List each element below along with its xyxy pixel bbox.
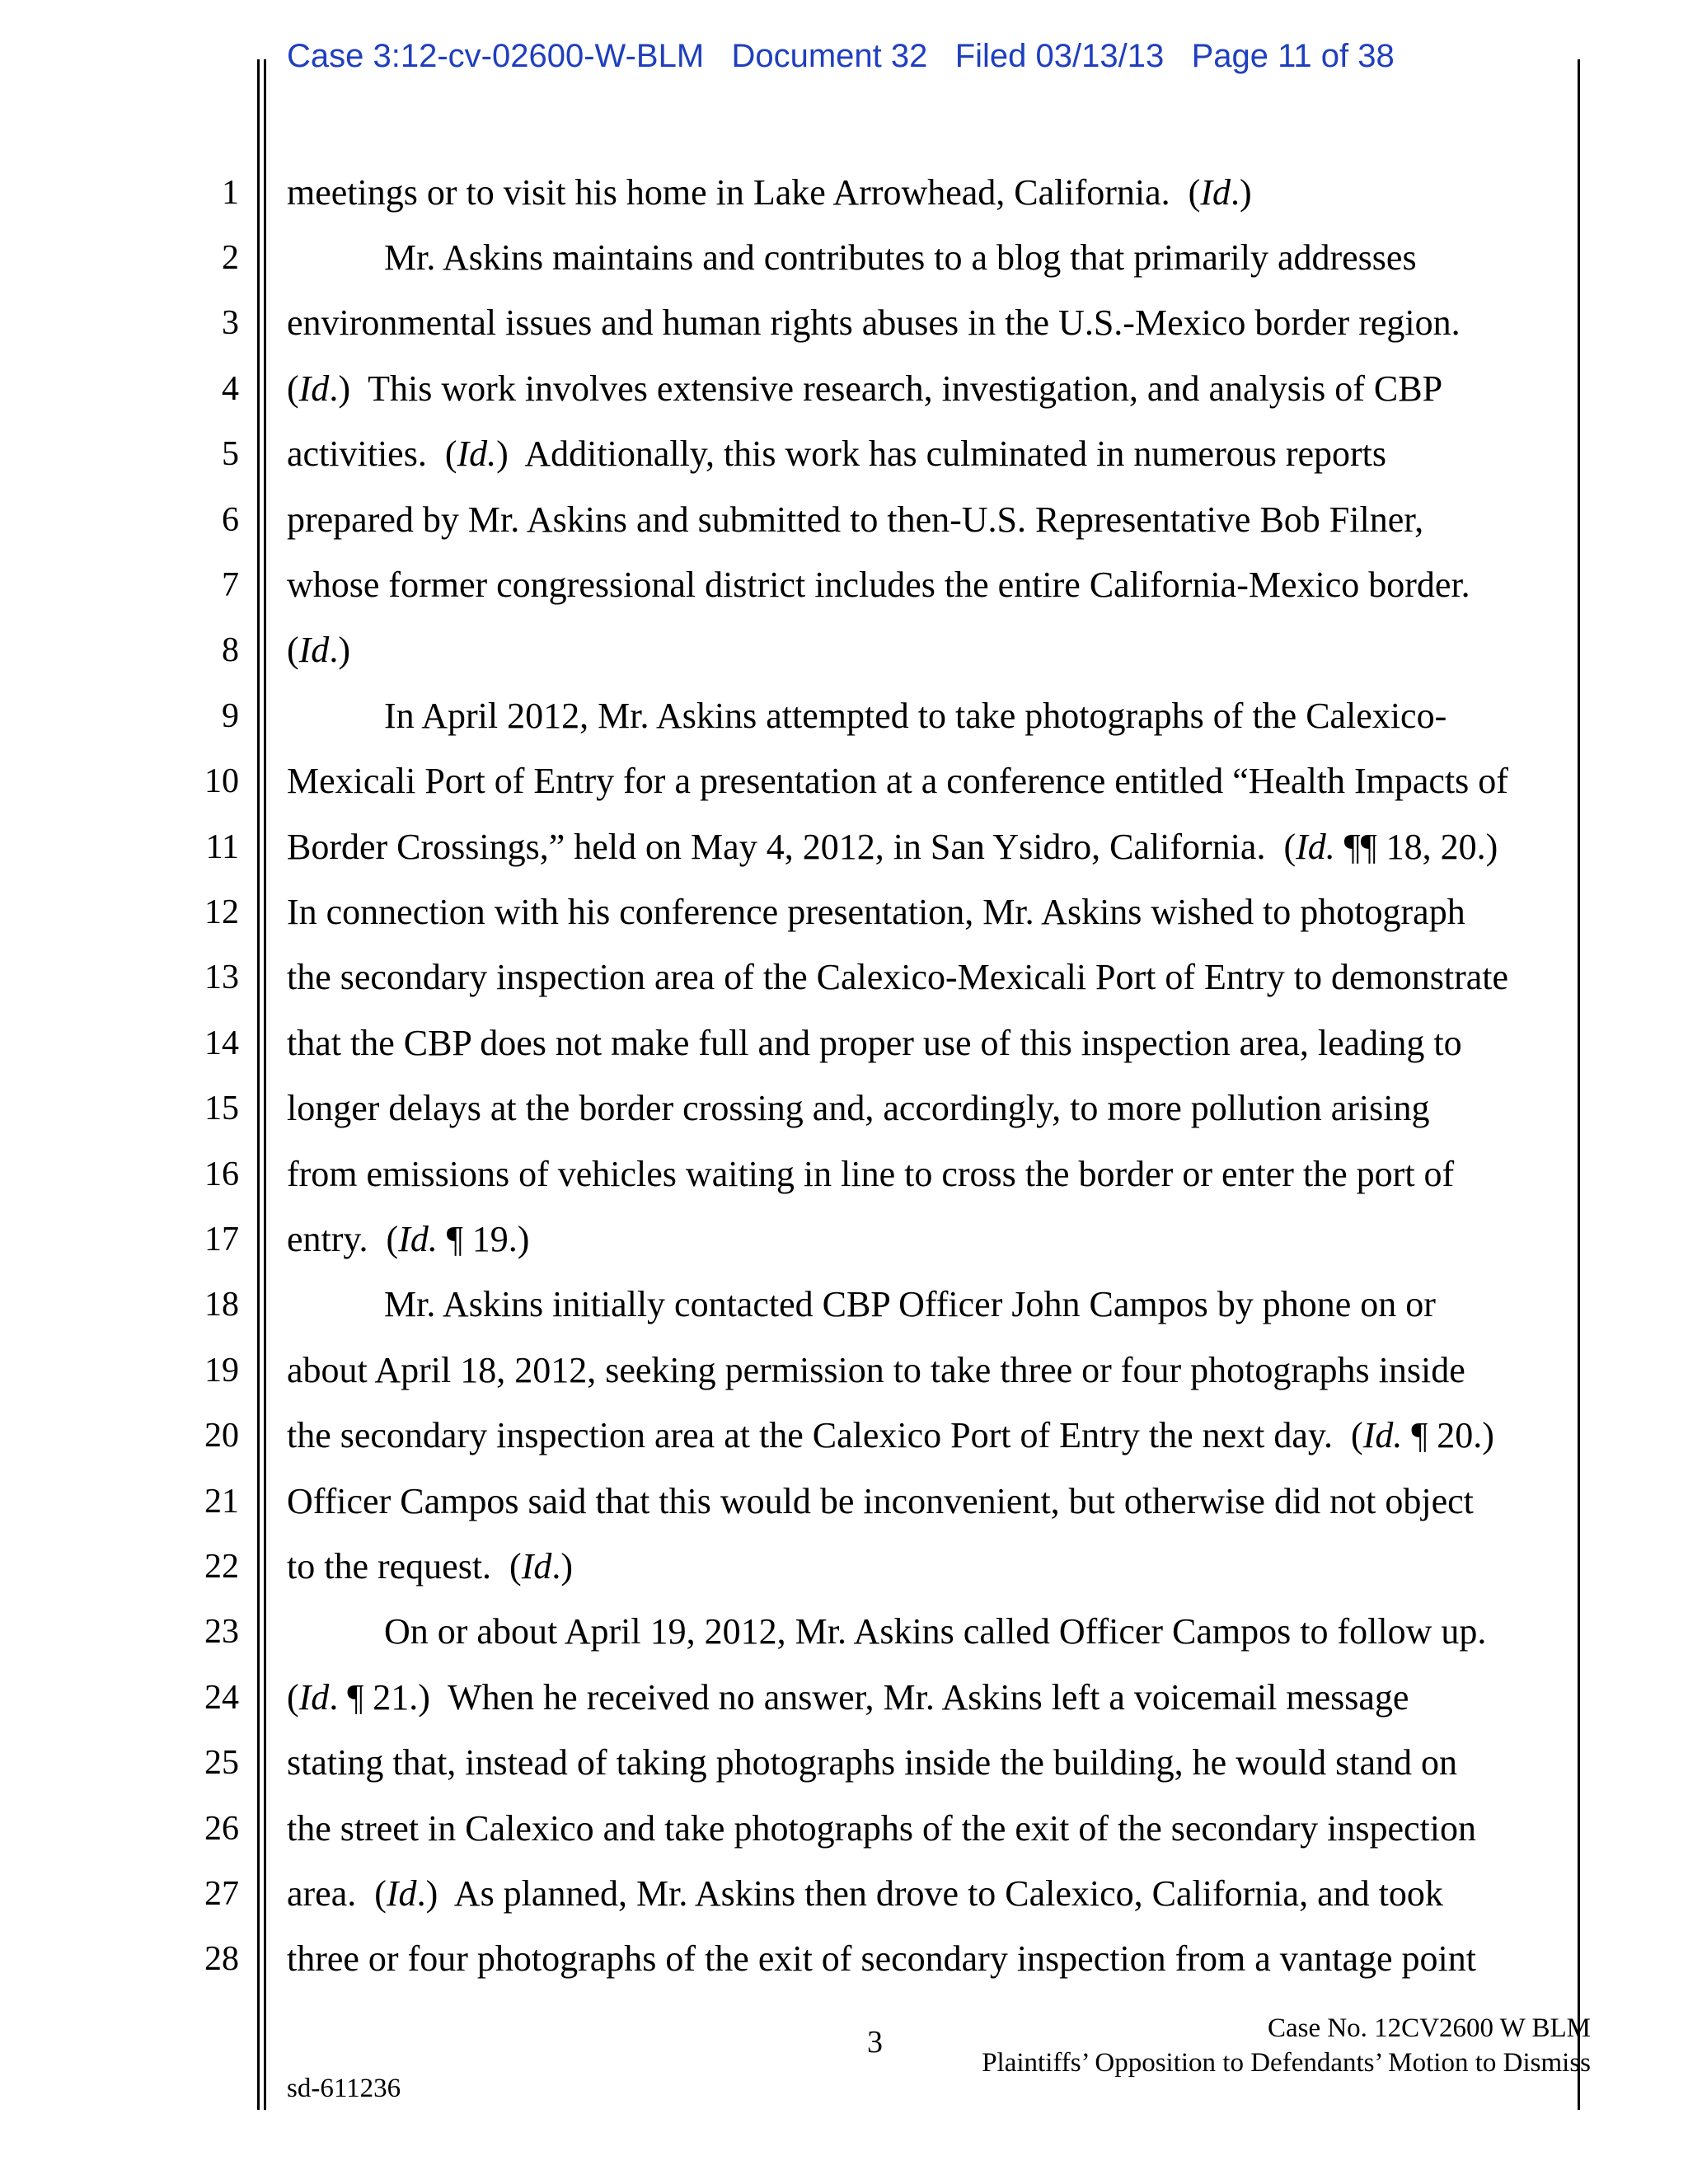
line-number: 27	[204, 1875, 239, 1913]
body-line: whose former congressional district includes the entire California-Mexico border.	[287, 565, 1470, 605]
line-number: 15	[204, 1090, 239, 1127]
line-number: 11	[205, 828, 239, 866]
body-line: stating that, instead of taking photographs inside the building, he would stand on	[287, 1742, 1458, 1783]
footer-case-caption	[982, 2011, 1591, 2080]
body-line: Mr. Askins maintains and contributes to a blog that primarily addresses	[384, 237, 1417, 278]
body-line: On or about April 19, 2012, Mr. Askins called Officer Campos to follow up.	[384, 1611, 1487, 1652]
body-line: entry. (Id. ¶ 19.)	[287, 1219, 530, 1259]
body-line: three or four photographs of the exit of secondary inspection from a vantage point	[287, 1938, 1476, 1979]
line-number: 28	[204, 1940, 239, 1978]
line-number: 12	[204, 893, 239, 931]
line-number: 21	[204, 1483, 239, 1521]
body-line: prepared by Mr. Askins and submitted to then-U.S. Representative Bob Filner,	[287, 499, 1424, 540]
line-number: 9	[222, 697, 239, 735]
line-number: 1	[222, 174, 239, 212]
body-line: the street in Calexico and take photographs of the exit of the secondary inspection	[287, 1808, 1476, 1849]
line-number: 22	[204, 1548, 239, 1586]
footer-document-title: Plaintiffs’ Opposition to Defendants’ Motion to Dismiss	[982, 2048, 1591, 2078]
line-number: 7	[222, 566, 239, 604]
body-line: longer delays at the border crossing and, accordingly, to more pollution arising	[287, 1088, 1430, 1128]
line-number: 23	[204, 1613, 239, 1651]
footer-case-number: Case No. 12CV2600 W BLM	[1267, 2013, 1591, 2043]
line-number: 17	[204, 1221, 239, 1258]
left-margin-rule-inner	[264, 59, 266, 2110]
body-line: area. (Id.) As planned, Mr. Askins then drove to Calexico, California, and took	[287, 1873, 1443, 1914]
body-line: activities. (Id.) Additionally, this work has culminated in numerous reports	[287, 434, 1387, 474]
line-number: 2	[222, 239, 239, 277]
body-line: In connection with his conference presentation, Mr. Askins wished to photograph	[287, 892, 1465, 932]
case-header-stamp: Case 3:12-cv-02600-W-BLM Document 32 Filed 03/13/13 Page 11 of 38	[287, 38, 1395, 74]
body-line: that the CBP does not make full and proper use of this inspection area, leading to	[287, 1023, 1462, 1063]
body-line: Mexicali Port of Entry for a presentation at a conference entitled “Health Impacts of	[287, 761, 1508, 801]
line-number: 6	[222, 501, 239, 539]
body-line: (Id.)	[287, 630, 350, 670]
line-number: 13	[204, 958, 239, 996]
body-line: (Id.) This work involves extensive research, investigation, and analysis of CBP	[287, 368, 1443, 409]
body-line: (Id. ¶ 21.) When he received no answer, Mr. Askins left a voicemail message	[287, 1677, 1409, 1718]
line-number: 20	[204, 1417, 239, 1455]
line-number: 19	[204, 1352, 239, 1390]
line-number: 8	[222, 631, 239, 669]
page-number: 3	[867, 2025, 883, 2060]
body-line: Border Crossings,” held on May 4, 2012, in San Ysidro, California. (Id. ¶¶ 18, 20.)	[287, 827, 1498, 867]
line-number: 25	[204, 1744, 239, 1782]
footer-document-id: sd-611236	[287, 2074, 401, 2103]
body-line: environmental issues and human rights abuses in the U.S.-Mexico border region.	[287, 302, 1461, 343]
line-number: 4	[222, 370, 239, 408]
body-line: In April 2012, Mr. Askins attempted to take photographs of the Calexico-	[384, 696, 1447, 736]
line-number: 14	[204, 1024, 239, 1062]
body-line: Mr. Askins initially contacted CBP Officer John Campos by phone on or	[384, 1284, 1436, 1324]
body-line: to the request. (Id.)	[287, 1546, 574, 1586]
body-line: from emissions of vehicles waiting in line to cross the border or enter the port of	[287, 1154, 1455, 1194]
line-number: 5	[222, 435, 239, 473]
line-number: 3	[222, 304, 239, 342]
body-line: the secondary inspection area of the Calexico-Mexicali Port of Entry to demonstrate	[287, 957, 1509, 997]
body-line: Officer Campos said that this would be inconvenient, but otherwise did not object	[287, 1481, 1474, 1521]
body-line: the secondary inspection area at the Calexico Port of Entry the next day. (Id. ¶ 20.)	[287, 1415, 1494, 1455]
right-margin-rule	[1578, 59, 1580, 2110]
line-number: 18	[204, 1286, 239, 1324]
body-line: about April 18, 2012, seeking permission to take three or four photographs inside	[287, 1350, 1465, 1390]
line-number: 26	[204, 1810, 239, 1848]
body-line: meetings or to visit his home in Lake Arrowhead, California. (Id.)	[287, 172, 1252, 213]
left-margin-rule-outer	[257, 59, 260, 2110]
line-number: 16	[204, 1155, 239, 1193]
line-number: 24	[204, 1679, 239, 1717]
line-number: 10	[204, 762, 239, 800]
